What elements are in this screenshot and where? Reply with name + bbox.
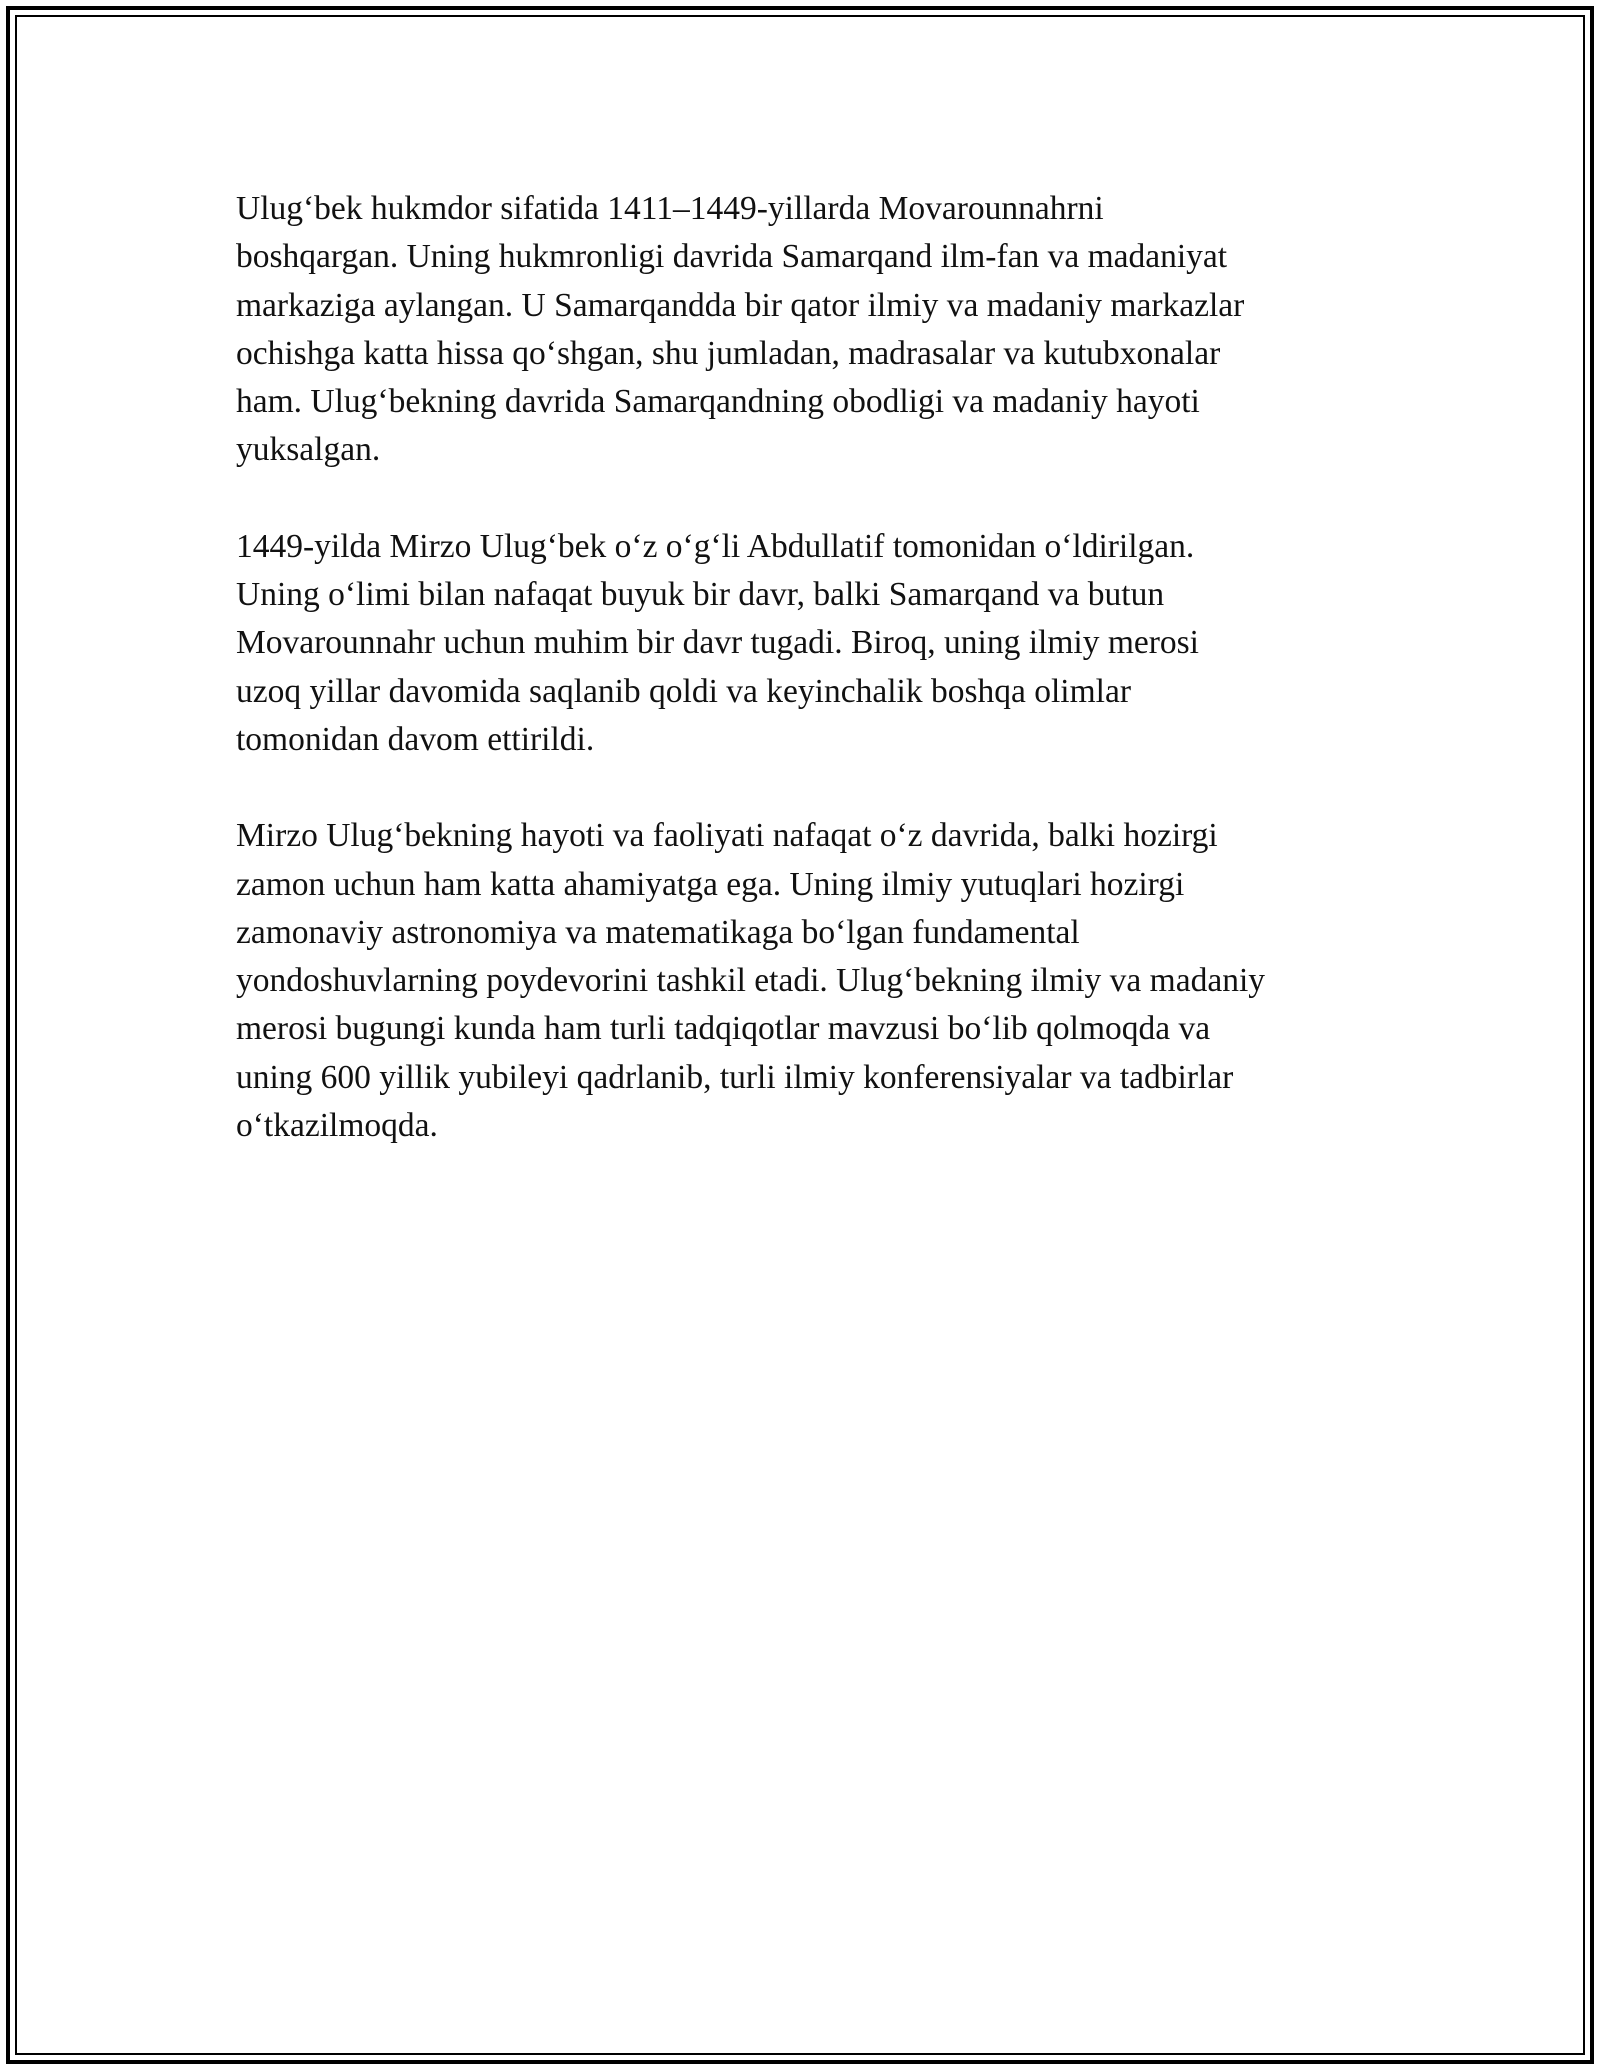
text-line: markaziga aylangan. U Samarqandda bir qator ilmiy va madaniy markazlar bbox=[236, 286, 1245, 324]
text-line: Mirzo Ulug‘bekning hayoti va faoliyati nafaqat o‘z davrida, balki hozirgi bbox=[236, 817, 1218, 855]
text-line: merosi bugungi kunda ham turli tadqiqotlar mavzusi bo‘lib qolmoqda va bbox=[236, 1010, 1211, 1048]
text-line: uzoq yillar davomida saqlanib qoldi va keyinchalik boshqa olimlar bbox=[236, 672, 1131, 710]
text-line: uning 600 yillik yubileyi qadrlanib, turli ilmiy konferensiyalar va tadbirlar bbox=[236, 1058, 1234, 1096]
text-line: yuksalgan. bbox=[236, 431, 381, 469]
text-line: zamon uchun ham katta ahamiyatga ega. Uning ilmiy yutuqlari hozirgi bbox=[236, 865, 1185, 903]
text-line: o‘tkazilmoqda. bbox=[236, 1107, 438, 1145]
text-line: tomonidan davom ettirildi. bbox=[236, 720, 595, 758]
text-line: yondoshuvlarning poydevorini tashkil etadi. Ulug‘bekning ilmiy va madaniy bbox=[236, 962, 1266, 1000]
text-line: Uning o‘limi bilan nafaqat buyuk bir davr, balki Samarqand va butun bbox=[236, 576, 1165, 614]
paragraph-1 bbox=[236, 185, 1376, 475]
text-line: ochishga katta hissa qo‘shgan, shu jumladan, madrasalar va kutubxonalar bbox=[236, 334, 1221, 372]
paragraph-2 bbox=[236, 523, 1376, 764]
text-line: boshqargan. Uning hukmronligi davrida Samarqand ilm-fan va madaniyat bbox=[236, 238, 1228, 276]
text-line: 1449-yilda Mirzo Ulug‘bek o‘z o‘g‘li Abdullatif tomonidan o‘ldirilgan. bbox=[236, 527, 1195, 565]
paragraph-3 bbox=[236, 812, 1376, 1150]
text-line: zamonaviy astronomiya va matematikaga bo‘lgan fundamental bbox=[236, 913, 1080, 951]
text-line: Ulug‘bek hukmdor sifatida 1411–1449-yillarda Movarounnahrni bbox=[236, 190, 1104, 227]
document-body bbox=[236, 185, 1376, 1198]
text-line: ham. Ulug‘bekning davrida Samarqandning obodligi va madaniy hayoti bbox=[236, 383, 1200, 421]
text-line: Movarounnahr uchun muhim bir davr tugadi. Biroq, uning ilmiy merosi bbox=[236, 624, 1199, 662]
